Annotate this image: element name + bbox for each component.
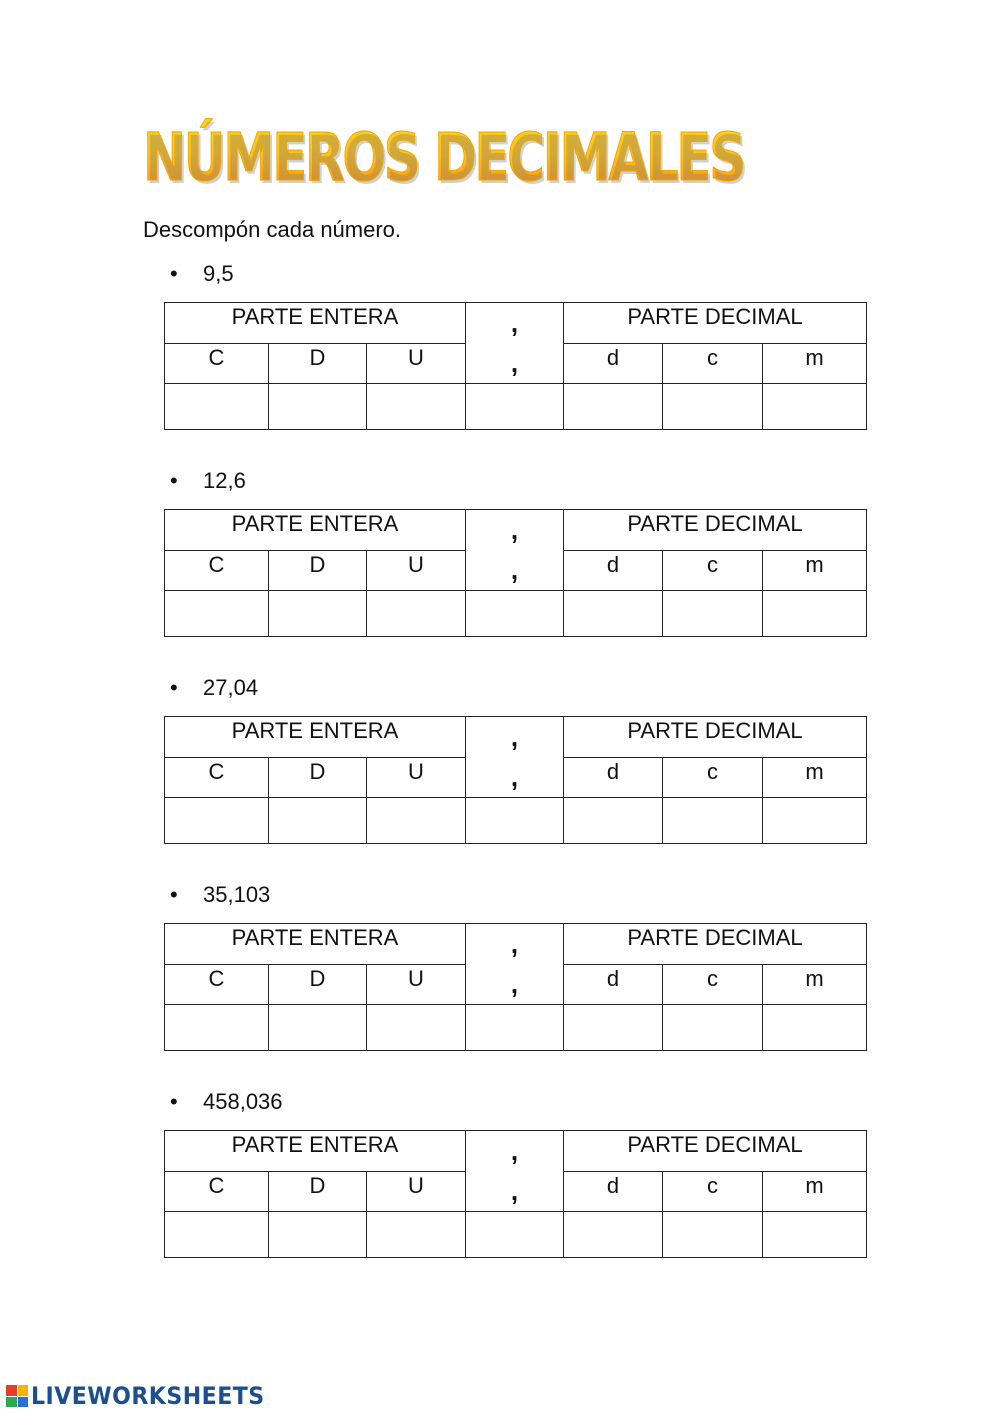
column-label: c xyxy=(663,550,763,591)
logo-text: LIVEWORKSHEETS xyxy=(31,1382,265,1410)
column-label: c xyxy=(663,343,763,384)
column-label: U xyxy=(367,550,466,591)
answer-cell[interactable] xyxy=(367,798,466,844)
answer-cell[interactable] xyxy=(269,1005,367,1051)
column-label: c xyxy=(663,964,763,1005)
column-label: U xyxy=(367,964,466,1005)
column-label: C xyxy=(165,757,269,798)
answer-cell[interactable] xyxy=(165,1212,269,1258)
column-label: m xyxy=(763,1171,867,1212)
table-column-row xyxy=(165,343,867,384)
column-label: c xyxy=(663,757,763,798)
answer-cell[interactable] xyxy=(269,591,367,637)
place-value-table xyxy=(164,923,867,1051)
decimal-comma-header: , xyxy=(466,1131,564,1172)
column-label: d xyxy=(564,757,663,798)
answer-cell[interactable] xyxy=(165,591,269,637)
table-column-row xyxy=(165,1171,867,1212)
column-label: , xyxy=(466,1171,564,1212)
integer-part-header: PARTE ENTERA xyxy=(165,924,466,965)
answer-cell[interactable] xyxy=(663,1005,763,1051)
place-value-table xyxy=(164,509,867,637)
answer-cell[interactable] xyxy=(367,591,466,637)
column-label: m xyxy=(763,964,867,1005)
exercise-number: 35,103 xyxy=(203,882,271,907)
table-header-row xyxy=(165,924,867,965)
bullet-icon: • xyxy=(170,261,178,286)
bullet-icon: • xyxy=(170,675,178,700)
column-label: C xyxy=(165,343,269,384)
answer-cell[interactable] xyxy=(165,1005,269,1051)
answer-cell[interactable] xyxy=(165,798,269,844)
answer-cell[interactable] xyxy=(564,384,663,430)
answer-cell[interactable] xyxy=(367,1212,466,1258)
answer-cell[interactable] xyxy=(466,591,564,637)
column-label: U xyxy=(367,1171,466,1212)
column-label: C xyxy=(165,964,269,1005)
column-label: m xyxy=(763,757,867,798)
answer-cell[interactable] xyxy=(564,591,663,637)
column-label: , xyxy=(466,550,564,591)
table-column-row xyxy=(165,550,867,591)
integer-part-header: PARTE ENTERA xyxy=(165,717,466,758)
column-label: D xyxy=(269,343,367,384)
answer-cell[interactable] xyxy=(466,798,564,844)
exercise-number: 27,04 xyxy=(203,675,259,700)
exercise-number: 458,036 xyxy=(203,1089,283,1114)
decimal-comma-header: , xyxy=(466,924,564,965)
answer-cell[interactable] xyxy=(763,1005,867,1051)
answer-cell[interactable] xyxy=(466,1212,564,1258)
liveworksheets-logo-icon xyxy=(6,1385,28,1407)
answer-cell[interactable] xyxy=(763,591,867,637)
answer-cell[interactable] xyxy=(763,384,867,430)
integer-part-header: PARTE ENTERA xyxy=(165,1131,466,1172)
exercise-item xyxy=(170,674,258,702)
answer-row xyxy=(165,591,867,637)
answer-cell[interactable] xyxy=(269,798,367,844)
answer-cell[interactable] xyxy=(367,384,466,430)
answer-cell[interactable] xyxy=(763,798,867,844)
place-value-table xyxy=(164,302,867,430)
answer-cell[interactable] xyxy=(663,1212,763,1258)
column-label: d xyxy=(564,343,663,384)
decimal-part-header: PARTE DECIMAL xyxy=(564,510,867,551)
answer-row xyxy=(165,1212,867,1258)
exercise-item xyxy=(170,467,246,495)
column-label: U xyxy=(367,757,466,798)
bullet-icon: • xyxy=(170,468,178,493)
answer-cell[interactable] xyxy=(165,384,269,430)
answer-cell[interactable] xyxy=(663,384,763,430)
column-label: D xyxy=(269,550,367,591)
answer-cell[interactable] xyxy=(564,1005,663,1051)
column-label: D xyxy=(269,757,367,798)
page-title: NÚMEROS DECIMALES xyxy=(143,119,744,196)
table-header-row xyxy=(165,510,867,551)
answer-row xyxy=(165,384,867,430)
table-header-row xyxy=(165,717,867,758)
decimal-comma-header: , xyxy=(466,303,564,344)
exercise-item xyxy=(170,260,234,288)
column-label: d xyxy=(564,550,663,591)
decimal-part-header: PARTE DECIMAL xyxy=(564,1131,867,1172)
exercise-number: 9,5 xyxy=(203,261,234,286)
answer-cell[interactable] xyxy=(269,1212,367,1258)
logo-square-blue xyxy=(18,1397,29,1408)
integer-part-header: PARTE ENTERA xyxy=(165,510,466,551)
exercise-item xyxy=(170,1088,283,1116)
table-column-row xyxy=(165,964,867,1005)
bullet-icon: • xyxy=(170,882,178,907)
logo-square-yellow xyxy=(18,1385,29,1396)
column-label: , xyxy=(466,757,564,798)
answer-cell[interactable] xyxy=(763,1212,867,1258)
answer-row xyxy=(165,798,867,844)
column-label: , xyxy=(466,964,564,1005)
place-value-table xyxy=(164,716,867,844)
column-label: d xyxy=(564,1171,663,1212)
decimal-part-header: PARTE DECIMAL xyxy=(564,303,867,344)
column-label: C xyxy=(165,1171,269,1212)
column-label: m xyxy=(763,550,867,591)
decimal-comma-header: , xyxy=(466,510,564,551)
decimal-part-header: PARTE DECIMAL xyxy=(564,924,867,965)
table-header-row xyxy=(165,1131,867,1172)
answer-cell[interactable] xyxy=(564,1212,663,1258)
exercise-number: 12,6 xyxy=(203,468,246,493)
place-value-table xyxy=(164,1130,867,1258)
answer-cell[interactable] xyxy=(663,591,763,637)
column-label: , xyxy=(466,343,564,384)
answer-cell[interactable] xyxy=(466,384,564,430)
table-header-row xyxy=(165,303,867,344)
integer-part-header: PARTE ENTERA xyxy=(165,303,466,344)
exercise-item xyxy=(170,881,270,909)
answer-cell[interactable] xyxy=(466,1005,564,1051)
footer-logo[interactable] xyxy=(6,1381,285,1411)
answer-cell[interactable] xyxy=(269,384,367,430)
column-label: C xyxy=(165,550,269,591)
instruction-text: Descompón cada número. xyxy=(143,217,402,242)
column-label: D xyxy=(269,964,367,1005)
answer-cell[interactable] xyxy=(367,1005,466,1051)
column-label: m xyxy=(763,343,867,384)
logo-square-red xyxy=(6,1385,17,1396)
table-column-row xyxy=(165,757,867,798)
decimal-comma-header: , xyxy=(466,717,564,758)
answer-row xyxy=(165,1005,867,1051)
column-label: D xyxy=(269,1171,367,1212)
column-label: U xyxy=(367,343,466,384)
column-label: c xyxy=(663,1171,763,1212)
answer-cell[interactable] xyxy=(663,798,763,844)
column-label: d xyxy=(564,964,663,1005)
bullet-icon: • xyxy=(170,1089,178,1114)
logo-square-green xyxy=(6,1397,17,1408)
decimal-part-header: PARTE DECIMAL xyxy=(564,717,867,758)
answer-cell[interactable] xyxy=(564,798,663,844)
